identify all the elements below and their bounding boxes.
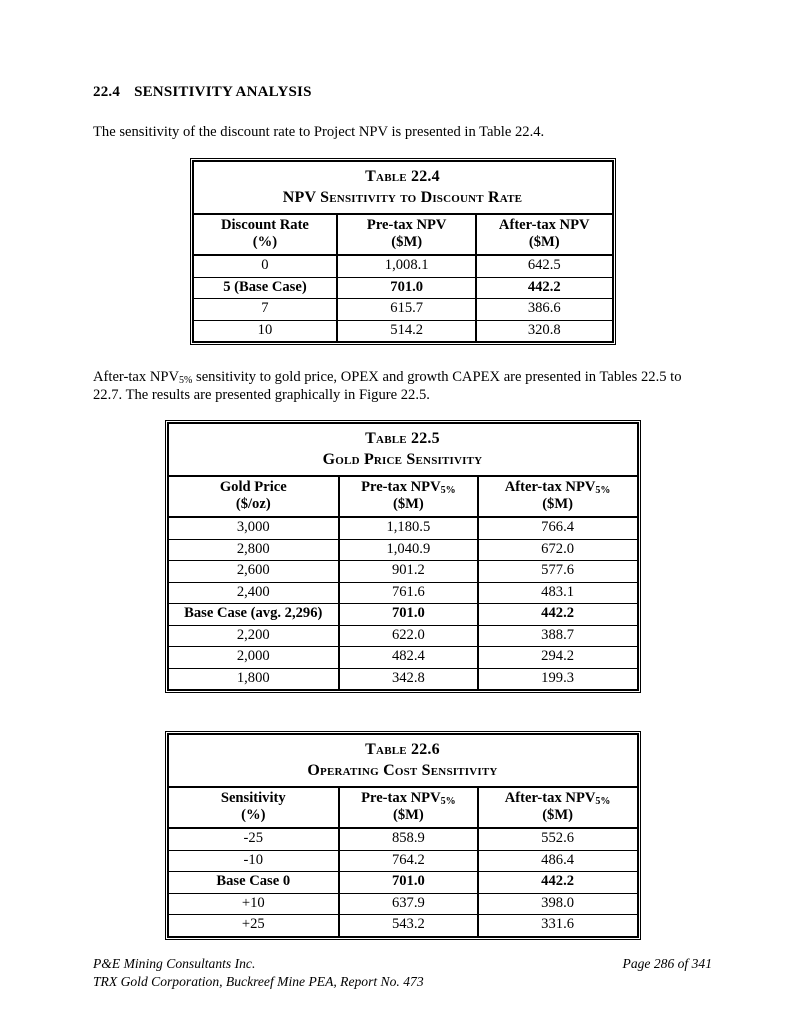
- table-cell: 0: [193, 255, 338, 277]
- table-cell: +10: [168, 893, 340, 915]
- section-title: SENSITIVITY ANALYSIS: [134, 84, 312, 100]
- table-cell: 901.2: [339, 561, 478, 583]
- table-row: [168, 582, 638, 604]
- table-cell: 442.2: [478, 872, 638, 894]
- table-cell: 701.0: [339, 604, 478, 626]
- table-title-block: [168, 734, 638, 787]
- table-row: [168, 872, 638, 894]
- table-cell: 2,200: [168, 625, 340, 647]
- table-cell: Base Case (avg. 2,296): [168, 604, 340, 626]
- table: [167, 422, 639, 691]
- table-cell: 543.2: [339, 915, 478, 937]
- table-cell: 386.6: [476, 299, 613, 321]
- table-subtitle: Operating Cost Sensitivity: [307, 762, 498, 779]
- table-gold-price-sensitivity: [165, 420, 641, 693]
- footer-report: TRX Gold Corporation, Buckreef Mine PEA, Report No. 473: [93, 973, 424, 989]
- table-title: Table 22.5: [365, 430, 440, 447]
- table-cell: Base Case 0: [168, 872, 340, 894]
- paragraph-discount-rate-intro: The sensitivity of the discount rate to Project NPV is presented in Table 22.4.: [93, 124, 545, 140]
- table-row: [168, 893, 638, 915]
- table-row: [168, 915, 638, 937]
- table-cell: 442.2: [476, 277, 613, 299]
- table-cell: -25: [168, 828, 340, 850]
- table-title-block: [168, 423, 638, 476]
- column-header: After-tax $NPV_{5\%}$ ($M): [478, 787, 638, 828]
- table-cell: 642.5: [476, 255, 613, 277]
- table-cell: 1,180.5: [339, 517, 478, 539]
- table-cell: 2,000: [168, 647, 340, 669]
- table: [192, 160, 614, 343]
- table-cell: 1,008.1: [337, 255, 476, 277]
- table-cell: 199.3: [478, 668, 638, 690]
- table-row: [168, 647, 638, 669]
- table-row: [168, 625, 638, 647]
- table-cell: 1,040.9: [339, 539, 478, 561]
- table-cell: 761.6: [339, 582, 478, 604]
- table-title: Table 22.4: [365, 168, 440, 185]
- column-header: Pre-tax $NPV_{5\%}$ ($M): [339, 787, 478, 828]
- table-row: [168, 828, 638, 850]
- table-cell: 342.8: [339, 668, 478, 690]
- table-row: [193, 299, 613, 321]
- table-cell: 294.2: [478, 647, 638, 669]
- section-number: 22.4: [93, 84, 121, 100]
- table-cell: 577.6: [478, 561, 638, 583]
- table-cell: 766.4: [478, 517, 638, 539]
- table-cell: 388.7: [478, 625, 638, 647]
- table-title: Table 22.6: [365, 741, 440, 758]
- column-header: Gold Price ($/oz): [168, 476, 340, 517]
- table-cell: 764.2: [339, 850, 478, 872]
- column-header: Discount Rate (%): [193, 214, 338, 255]
- table-cell: 3,000: [168, 517, 340, 539]
- table-cell: 10: [193, 320, 338, 342]
- table: [167, 733, 639, 938]
- table-cell: 320.8: [476, 320, 613, 342]
- table-row: [193, 277, 613, 299]
- table-cell: 2,600: [168, 561, 340, 583]
- table-cell: 483.1: [478, 582, 638, 604]
- table-cell: 672.0: [478, 539, 638, 561]
- table-npv-discount-rate: [190, 158, 616, 345]
- table-cell: 482.4: [339, 647, 478, 669]
- section-heading: [93, 83, 712, 102]
- header-row: [193, 214, 613, 255]
- table-cell: 858.9: [339, 828, 478, 850]
- table-body: [168, 828, 638, 937]
- footer-company: P&E Mining Consultants Inc.: [93, 956, 256, 971]
- header-row: [168, 476, 638, 517]
- table-row: [168, 668, 638, 690]
- header-row: [168, 787, 638, 828]
- table-cell: 552.6: [478, 828, 638, 850]
- table-cell: 701.0: [339, 872, 478, 894]
- table-subtitle: Gold Price Sensitivity: [322, 451, 483, 468]
- table-row: [168, 517, 638, 539]
- table-cell: 7: [193, 299, 338, 321]
- column-header: After-tax NPV ($M): [476, 214, 613, 255]
- table-cell: 5 (Base Case): [193, 277, 338, 299]
- page-footer: [93, 955, 712, 990]
- paragraph-sensitivity-intro: After-tax $NPV_{5\%}$ sensitivity to gold price, OPEX and growth CAPEX are presented in Tables 22.5 to 22.7. The results are presented graphically in Figure 22.5.: [93, 369, 682, 403]
- table-row: [193, 320, 613, 342]
- table-cell: 486.4: [478, 850, 638, 872]
- table-cell: 442.2: [478, 604, 638, 626]
- table-row: [168, 561, 638, 583]
- footer-page-number: Page 286 of 341: [622, 956, 712, 971]
- table-operating-cost-sensitivity: [165, 731, 641, 940]
- column-header: After-tax $NPV_{5\%}$ ($M): [478, 476, 638, 517]
- table-cell: +25: [168, 915, 340, 937]
- table-cell: 622.0: [339, 625, 478, 647]
- table-row: [193, 255, 613, 277]
- table-cell: -10: [168, 850, 340, 872]
- table-cell: 2,400: [168, 582, 340, 604]
- table-title-block: [193, 161, 613, 214]
- table-body: [193, 255, 613, 342]
- table-row: [168, 850, 638, 872]
- table-body: [168, 517, 638, 690]
- table-cell: 701.0: [337, 277, 476, 299]
- table-cell: 615.7: [337, 299, 476, 321]
- table-cell: 398.0: [478, 893, 638, 915]
- column-header: Sensitivity (%): [168, 787, 340, 828]
- table-cell: 514.2: [337, 320, 476, 342]
- table-cell: 637.9: [339, 893, 478, 915]
- column-header: Pre-tax NPV ($M): [337, 214, 476, 255]
- table-row: [168, 539, 638, 561]
- table-cell: 2,800: [168, 539, 340, 561]
- table-row: [168, 604, 638, 626]
- table-cell: 1,800: [168, 668, 340, 690]
- table-subtitle: NPV Sensitivity to Discount Rate: [282, 189, 523, 206]
- column-header: Pre-tax $NPV_{5\%}$ ($M): [339, 476, 478, 517]
- table-cell: 331.6: [478, 915, 638, 937]
